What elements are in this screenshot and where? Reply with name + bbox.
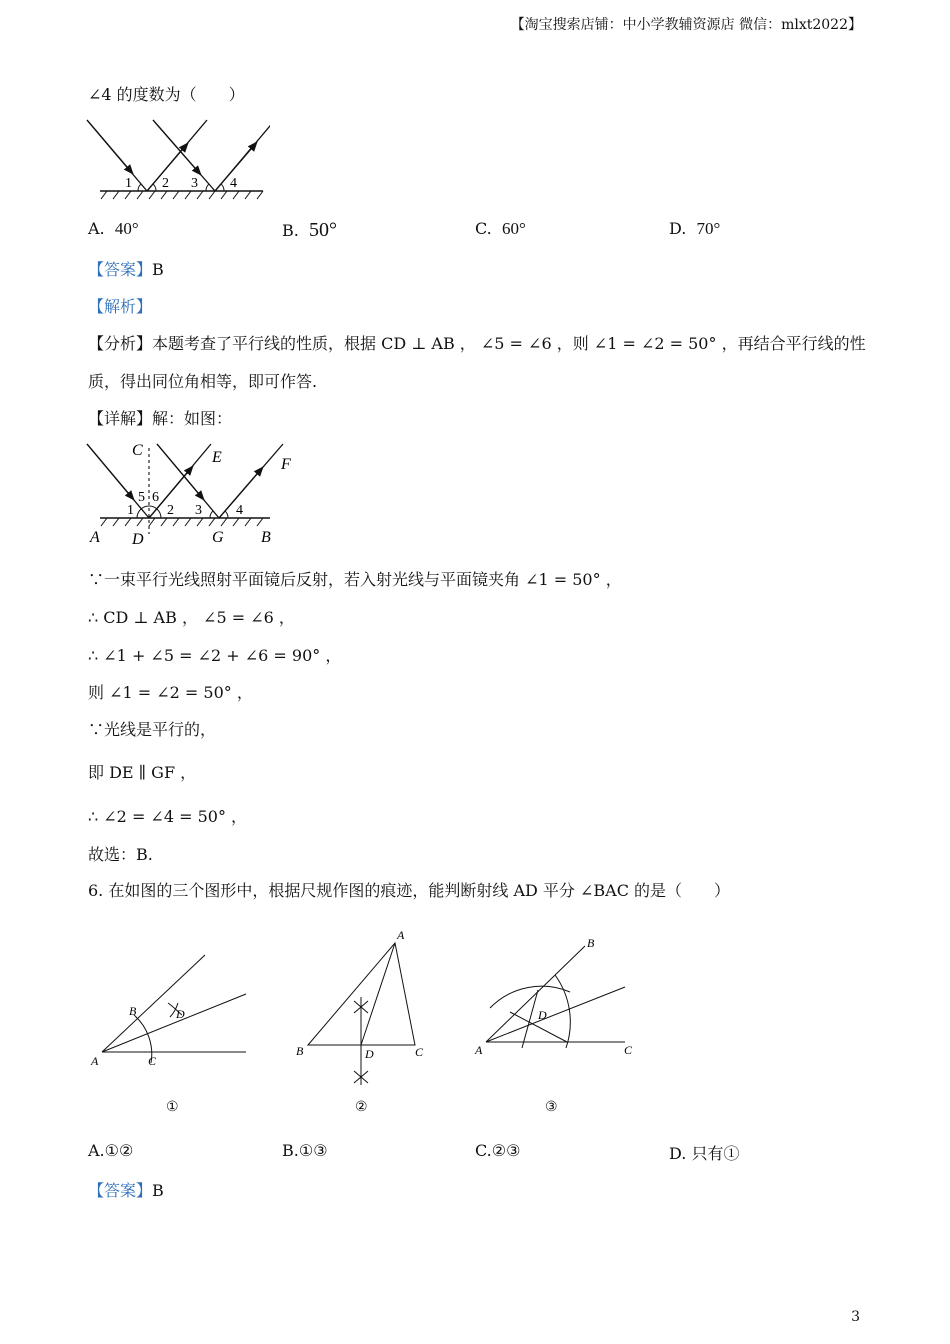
angle-label-6: 6: [152, 490, 159, 505]
construction-figure-2: [290, 925, 430, 1095]
point-d-label: D: [132, 531, 144, 548]
step-1: ∵一束平行光线照射平面镜后反射，若入射光线与平面镜夹角 ∠1 = 50° ，: [88, 570, 622, 589]
caption-2: ②: [355, 1099, 368, 1115]
question-6-stem: 6. 在如图的三个图形中，根据尺规作图的痕迹，能判断射线 AD 平分 ∠BAC 的是（ ）: [88, 881, 731, 900]
fig1-d-label: D: [176, 1007, 185, 1021]
step-4: 则 ∠1 = ∠2 = 50° ，: [88, 683, 253, 702]
fig1-a-label: A: [91, 1054, 99, 1068]
point-c-label: C: [132, 442, 143, 459]
step-7: ∴ ∠2 = ∠4 = 50° ，: [88, 807, 248, 826]
fig2-d-label: D: [365, 1047, 374, 1061]
construction-figure-3: [470, 930, 640, 1060]
reflection-figure: [85, 115, 270, 203]
step-2: ∴ CD ⊥ AB ， ∠5 = ∠6 ，: [88, 608, 295, 627]
fig2-c-label: C: [415, 1045, 424, 1059]
analysis-line-1: 【分析】本题考查了平行线的性质，根据 CD ⊥ AB ， ∠5 = ∠6 ，则 ∠1 = ∠2 = 50° ，再结合平行线的性: [88, 334, 866, 353]
option-d: D. 70°: [669, 219, 721, 238]
labelled-reflection-figure: [85, 438, 300, 550]
angle-label-3: 3: [191, 176, 198, 191]
option-c: C. 60°: [475, 219, 526, 238]
angle-label-2: 2: [162, 176, 169, 191]
q6-option-a: A.①②: [88, 1141, 134, 1160]
point-b-label: B: [261, 529, 271, 546]
analysis-tag: 【解析】: [88, 297, 153, 316]
fig3-b-label: B: [587, 936, 595, 950]
page-number: 3: [851, 1309, 860, 1325]
point-e-label: E: [212, 449, 222, 466]
step-8: 故选：B.: [88, 845, 153, 864]
answer-line: 【答案】B: [88, 260, 164, 279]
angle-label-4: 4: [236, 503, 243, 518]
fig2-b-label: B: [296, 1044, 304, 1058]
point-g-label: G: [212, 529, 224, 546]
fig3-c-label: C: [624, 1043, 633, 1057]
caption-3: ③: [545, 1099, 558, 1115]
q6-option-c: C.②③: [475, 1141, 521, 1160]
angle-label-1: 1: [125, 176, 132, 191]
q6-option-d: D. 只有①: [669, 1144, 740, 1163]
step-6: 即 DE ∥ GF ，: [88, 763, 197, 782]
detail-line: 【详解】解：如图：: [88, 409, 233, 428]
point-f-label: F: [281, 456, 291, 473]
angle-label-3: 3: [195, 503, 202, 518]
angle-label-2: 2: [167, 503, 174, 518]
construction-figure-1: [88, 945, 253, 1075]
fig1-b-label: B: [129, 1004, 137, 1018]
page-header: 【淘宝搜索店铺：中小学教辅资源店 微信：mlxt2022】: [510, 17, 862, 33]
q6-answer-line: 【答案】B: [88, 1181, 164, 1200]
angle-label-4: 4: [230, 176, 237, 191]
question-stem: ∠4 的度数为（ ）: [88, 85, 245, 104]
angle-label-1: 1: [127, 503, 134, 518]
step-3: ∴ ∠1 + ∠5 = ∠2 + ∠6 = 90° ，: [88, 646, 342, 665]
fig1-c-label: C: [148, 1054, 157, 1068]
option-b: B. 50°: [282, 219, 338, 241]
step-5: ∵光线是平行的，: [88, 720, 217, 739]
q6-option-b: B.①③: [282, 1141, 328, 1160]
analysis-line-2: 质，得出同位角相等，即可作答.: [88, 372, 318, 391]
fig3-a-label: A: [475, 1043, 483, 1057]
fig3-d-label: D: [538, 1008, 547, 1022]
option-a: A. 40°: [88, 219, 139, 238]
angle-label-5: 5: [138, 490, 145, 505]
point-a-label: A: [90, 529, 100, 546]
caption-1: ①: [166, 1099, 179, 1115]
fig2-a-label: A: [397, 928, 405, 942]
